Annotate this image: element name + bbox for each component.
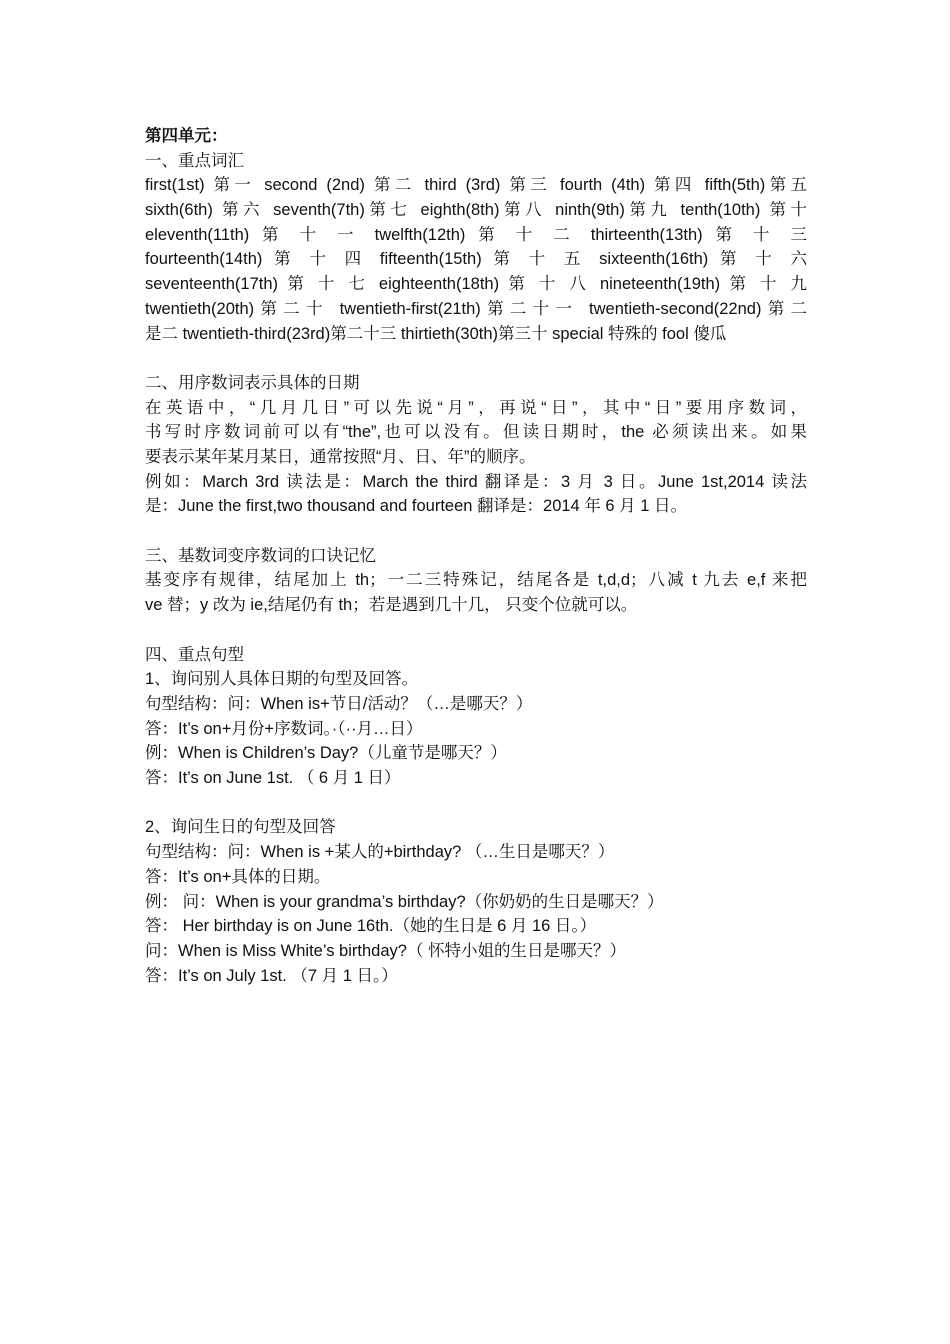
dates-line: 例如：March 3rd 读法是：March the third 翻译是：3 月 3 日。June 1st,2014 读法	[145, 472, 807, 491]
section-heading-dates: 二、用序数词表示具体的日期	[145, 373, 360, 392]
vocabulary-line: twentieth(20th)第二十 twentieth-first(21th)第二十一 twentieth-second(22nd)第二	[145, 299, 807, 318]
dates-line: 是：June the first,two thousand and fourteen 翻译是：2014 年 6 月 1 日。	[145, 497, 688, 516]
unit-title: 第四单元：	[145, 127, 228, 145]
section-heading-mnemonic: 三、基数词变序数词的口诀记忆	[145, 546, 376, 565]
spacer	[145, 618, 807, 643]
sentence-line: 答：It’s on July 1st. （7 月 1 日。）	[145, 966, 398, 985]
vocabulary-line: 是二 twentieth-third(23rd)第二十三 thirtieth(30th)第三十 special 特殊的 fool 傻瓜	[145, 324, 727, 343]
sentence-line: 例： 问：When is your grandma’s birthday?（你奶奶的生日是哪天？）	[145, 892, 664, 911]
vocabulary-line: seventeenth(17th) 第 十 七 eighteenth(18th) 第 十 八 nineteenth(19th) 第 十 九	[145, 275, 807, 294]
spacer	[145, 346, 807, 371]
mnemonic-line: 基变序有规律，结尾加上 th；一二三特殊记，结尾各是 t,d,d；八减 t 九去 e,f 来把	[145, 571, 807, 590]
sentence-line: 答： Her birthday is on June 16th.（她的生日是 6 月 16 日。）	[145, 917, 597, 936]
spacer	[145, 519, 807, 544]
spacer	[145, 791, 807, 816]
sentence-line: 问：When is Miss White’s birthday?（ 怀特小姐的生日是哪天？）	[145, 941, 627, 960]
dates-line: 书写时序数词前可以有“the”,也可以没有。但读日期时，the 必须读出来。如果	[145, 423, 807, 442]
mnemonic-line: ve 替；y 改为 ie,结尾仍有 th；若是遇到几十几， 只变个位就可以。	[145, 596, 638, 615]
sentence-line: 答：It’s on+月份+序数词。·（··月…日）	[145, 719, 423, 738]
vocabulary-line: eleventh(11th) 第 十 一 twelfth(12th) 第 十 二 thirteenth(13th) 第 十 三	[145, 225, 807, 244]
sentence-line: 句型结构：问：When is+节日/活动？（…是哪天？）	[145, 694, 533, 713]
sentence-part-title: 2、询问生日的句型及回答	[145, 818, 336, 837]
dates-line: 在英语中，“几月几日”可以先说“月”，再说“日”，其中“日”要用序数词，	[145, 398, 807, 417]
sentence-line: 句型结构：问：When is +某人的+birthday? （…生日是哪天？）	[145, 843, 615, 862]
section-heading-vocabulary: 一、重点词汇	[145, 151, 244, 170]
dates-line: 要表示某年某月某日，通常按照“月、日、年”的顺序。	[145, 448, 536, 466]
sentence-line: 答：It’s on June 1st. （ 6 月 1 日）	[145, 769, 401, 788]
vocabulary-line: fourteenth(14th) 第 十 四 fifteenth(15th) 第 十 五 sixteenth(16th) 第 十 六	[145, 250, 807, 269]
vocabulary-line: sixth(6th) 第六 seventh(7th)第七 eighth(8th)第八 ninth(9th)第九 tenth(10th) 第十	[145, 201, 807, 220]
document-body	[145, 124, 807, 988]
vocabulary-line: first(1st) 第一 second (2nd) 第二 third (3rd) 第三 fourth (4th) 第四 fifth(5th)第五	[145, 176, 807, 195]
sentence-line: 答：It’s on+具体的日期。	[145, 867, 331, 886]
section-heading-sentences: 四、重点句型	[145, 645, 244, 664]
sentence-part-title: 1、询问别人具体日期的句型及回答。	[145, 670, 419, 689]
sentence-line: 例：When is Children’s Day?（儿童节是哪天？）	[145, 744, 507, 763]
